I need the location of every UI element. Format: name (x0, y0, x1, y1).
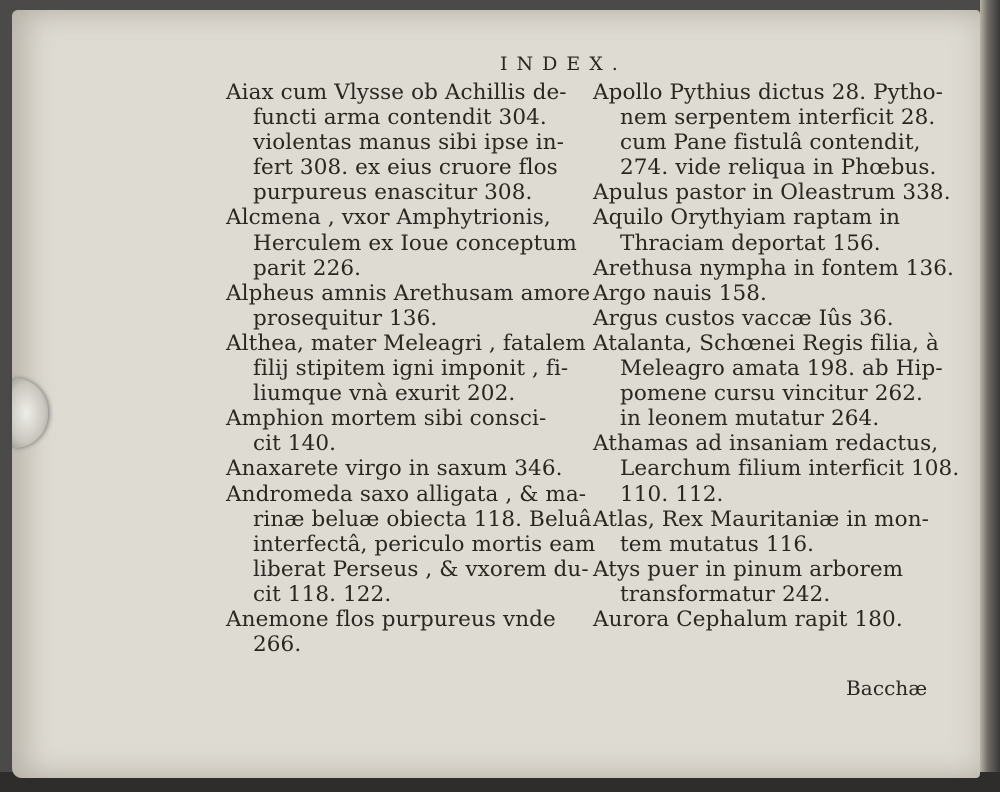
index-entry-line: Anaxarete virgo in saxum 346. (226, 456, 563, 482)
index-entry-line: Argo nauis 158. (593, 280, 767, 306)
index-entry-line: Argus custos vaccæ Iûs 36. (593, 305, 894, 331)
catchword: Bacchæ (846, 676, 928, 700)
index-entry-line: Atlas, Rex Mauritaniæ in mon- (593, 506, 930, 532)
index-entry-line: cit 118. 122. (253, 581, 392, 607)
index-entry-line: liumque vnà exurit 202. (253, 381, 516, 407)
index-entry-line: Thraciam deportat 156. (620, 230, 881, 256)
index-entry-line: purpureus enascitur 308. (253, 180, 533, 206)
book-fore-edge (980, 0, 1000, 792)
index-entry-line: functi arma contendit 304. (253, 105, 547, 131)
index-entry-line: 110. 112. (620, 481, 724, 507)
index-entry-line: interfectâ, periculo mortis eam (253, 531, 596, 557)
index-entry-line: violentas manus sibi ipse in- (253, 130, 565, 156)
index-entry-line: Learchum filium interficit 108. (620, 456, 960, 482)
index-entry-line: Alcmena , vxor Amphytrionis, (226, 205, 551, 231)
index-entry-line: 266. (253, 632, 302, 658)
page-header: INDEX. (500, 53, 627, 75)
index-entry-line: cum Pane fistulâ contendit, (620, 130, 921, 156)
index-entry-line: transformatur 242. (620, 581, 831, 607)
index-entry-line: liberat Perseus , & vxorem du- (253, 556, 589, 582)
index-entry-line: rinæ beluæ obiecta 118. Beluâ (253, 506, 592, 532)
index-entry-line: filij stipitem igni imponit , fi- (253, 356, 569, 382)
index-entry-line: Aquilo Orythyiam raptam in (593, 205, 901, 231)
index-entry-line: Meleagro amata 198. ab Hip- (620, 356, 943, 382)
index-entry-line: Anemone flos purpureus vnde (226, 606, 556, 632)
index-entry-line: Atys puer in pinum arborem (593, 556, 904, 582)
index-entry-line: Alpheus amnis Arethusam amore (226, 280, 591, 306)
index-entry-line: fert 308. ex eius cruore flos (253, 155, 558, 181)
index-entry-line: Althea, mater Meleagri , fatalem (226, 330, 586, 356)
index-entry-line: Aurora Cephalum rapit 180. (593, 606, 903, 632)
index-entry-line: Herculem ex Ioue conceptum (253, 230, 577, 256)
index-entry-line: Arethusa nympha in fontem 136. (593, 255, 954, 281)
index-entry-line: Apollo Pythius dictus 28. Pytho- (593, 80, 944, 105)
index-entry-line: Aiax cum Vlysse ob Achillis de- (226, 80, 567, 105)
index-column-right (593, 80, 960, 632)
index-column-left (226, 80, 596, 658)
index-entry-line: Atalanta, Schœnei Regis filia, à (593, 330, 939, 356)
index-entry-line: Apulus pastor in Oleastrum 338. (593, 180, 951, 206)
index-entry-line: prosequitur 136. (253, 305, 438, 331)
page-clasp-tab (12, 378, 48, 448)
index-entry-line: Andromeda saxo alligata , & ma- (226, 481, 587, 507)
index-entry-line: Athamas ad insaniam redactus, (593, 431, 939, 457)
index-entry-line: nem serpentem interficit 28. (620, 105, 936, 131)
index-entry-line: cit 140. (253, 431, 337, 457)
index-entry-line: 274. vide reliqua in Phœbus. (620, 155, 937, 181)
index-entry-line: parit 226. (253, 255, 362, 281)
index-entry-line: tem mutatus 116. (620, 531, 815, 557)
index-entry-line: Amphion mortem sibi consci- (226, 406, 547, 432)
index-entry-line: in leonem mutatur 264. (620, 406, 880, 432)
index-entry-line: pomene cursu vincitur 262. (620, 381, 923, 407)
